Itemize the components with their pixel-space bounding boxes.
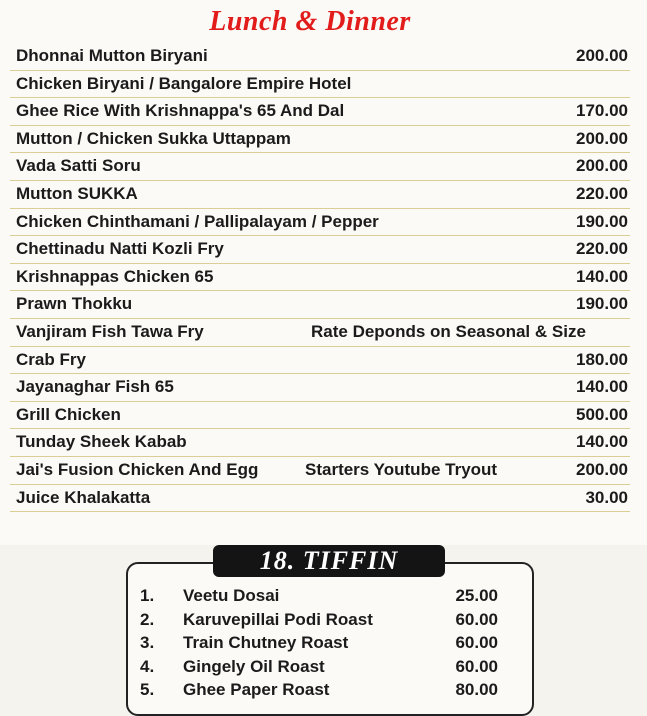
menu-item-name: Crab Fry: [16, 349, 86, 369]
tiffin-item-price: 60.00: [455, 633, 498, 652]
tiffin-item-row: [140, 657, 510, 681]
menu-item-price: 200.00: [576, 128, 628, 148]
tiffin-item-list: [140, 586, 510, 704]
menu-item-name: Chicken Biryani / Bangalore Empire Hotel: [16, 73, 352, 93]
menu-item-name: Tunday Sheek Kabab: [16, 432, 187, 452]
menu-item-price: 200.00: [576, 459, 628, 479]
menu-item-name: Mutton / Chicken Sukka Uttappam: [16, 128, 291, 148]
menu-item-name: Dhonnai Mutton Biryani: [16, 46, 208, 65]
menu-item-row: [10, 126, 630, 154]
menu-item-row: [10, 98, 630, 126]
tiffin-item-number: 1.: [140, 586, 155, 605]
tiffin-item-name: Gingely Oil Roast: [183, 656, 325, 676]
tiffin-title: 18. TIFFIN: [213, 545, 445, 577]
menu-item-price: 140.00: [576, 266, 628, 286]
menu-item-row: [10, 319, 630, 347]
tiffin-item-number: 4.: [140, 656, 155, 676]
menu-item-note: Rate Deponds on Seasonal & Size: [311, 321, 586, 341]
menu-item-name: Prawn Thokku: [16, 294, 133, 314]
menu-item-price: 140.00: [576, 377, 628, 397]
menu-item-row: [10, 71, 630, 99]
menu-item-name: Krishnappas Chicken 65: [16, 266, 214, 286]
menu-item-price: 190.00: [576, 294, 628, 314]
menu-item-list: [10, 43, 630, 512]
menu-item-name: Grill Chicken: [16, 404, 121, 424]
menu-item-row: [10, 209, 630, 237]
tiffin-item-price: 80.00: [455, 680, 498, 699]
tiffin-item-number: 3.: [140, 633, 155, 652]
menu-item-price: 200.00: [576, 156, 628, 176]
section-title: Lunch & Dinner: [209, 6, 411, 37]
tiffin-item-row: [140, 586, 510, 610]
tiffin-item-price: 25.00: [455, 586, 498, 605]
tiffin-item-row: [140, 610, 510, 634]
tiffin-item-price: 60.00: [455, 609, 498, 629]
menu-item-name: Ghee Rice With Krishnappa's 65 And Dal: [16, 101, 345, 121]
menu-item-price: 30.00: [585, 487, 628, 507]
menu-item-note: Starters Youtube Tryout: [305, 459, 498, 479]
menu-item-name: Vada Satti Soru: [16, 156, 141, 176]
tiffin-item-name: Veetu Dosai: [183, 586, 280, 605]
menu-item-row: [10, 374, 630, 402]
menu-item-name: Vanjiram Fish Tawa Fry: [16, 321, 204, 341]
menu-item-row: [10, 236, 630, 264]
menu-item-price: 220.00: [576, 239, 628, 259]
menu-item-name: Mutton SUKKA: [16, 183, 138, 203]
menu-item-row: [10, 457, 630, 485]
menu-item-row: [10, 347, 630, 375]
menu-item-price: 220.00: [576, 183, 628, 203]
menu-item-row: [10, 429, 630, 457]
menu-item-price: 180.00: [576, 349, 628, 369]
menu-item-row: [10, 485, 630, 513]
menu-item-row: [10, 402, 630, 430]
menu-item-row: [10, 264, 630, 292]
tiffin-item-name: Karuvepillai Podi Roast: [183, 609, 373, 629]
tiffin-item-row: [140, 633, 510, 657]
menu-item-price: 500.00: [576, 404, 628, 424]
tiffin-item-number: 5.: [140, 680, 155, 699]
menu-item-price: 140.00: [576, 432, 628, 452]
tiffin-item-name: Train Chutney Roast: [183, 633, 349, 652]
menu-item-price: 200.00: [576, 46, 628, 65]
menu-item-name: Chicken Chinthamani / Pallipalayam / Pepper: [16, 211, 379, 231]
menu-item-name: Jai's Fusion Chicken And Egg: [16, 459, 259, 479]
menu-item-price: 170.00: [576, 101, 628, 121]
menu-item-row: [10, 181, 630, 209]
menu-item-row: [10, 291, 630, 319]
tiffin-item-name: Ghee Paper Roast: [183, 680, 330, 699]
menu-item-price: 190.00: [576, 211, 628, 231]
menu-item-name: Jayanaghar Fish 65: [16, 377, 174, 397]
menu-item-name: Juice Khalakatta: [16, 487, 151, 507]
menu-item-name: Chettinadu Natti Kozli Fry: [16, 239, 224, 259]
menu-item-row: [10, 43, 630, 71]
menu-item-row: [10, 153, 630, 181]
tiffin-item-price: 60.00: [455, 656, 498, 676]
tiffin-item-number: 2.: [140, 609, 155, 629]
